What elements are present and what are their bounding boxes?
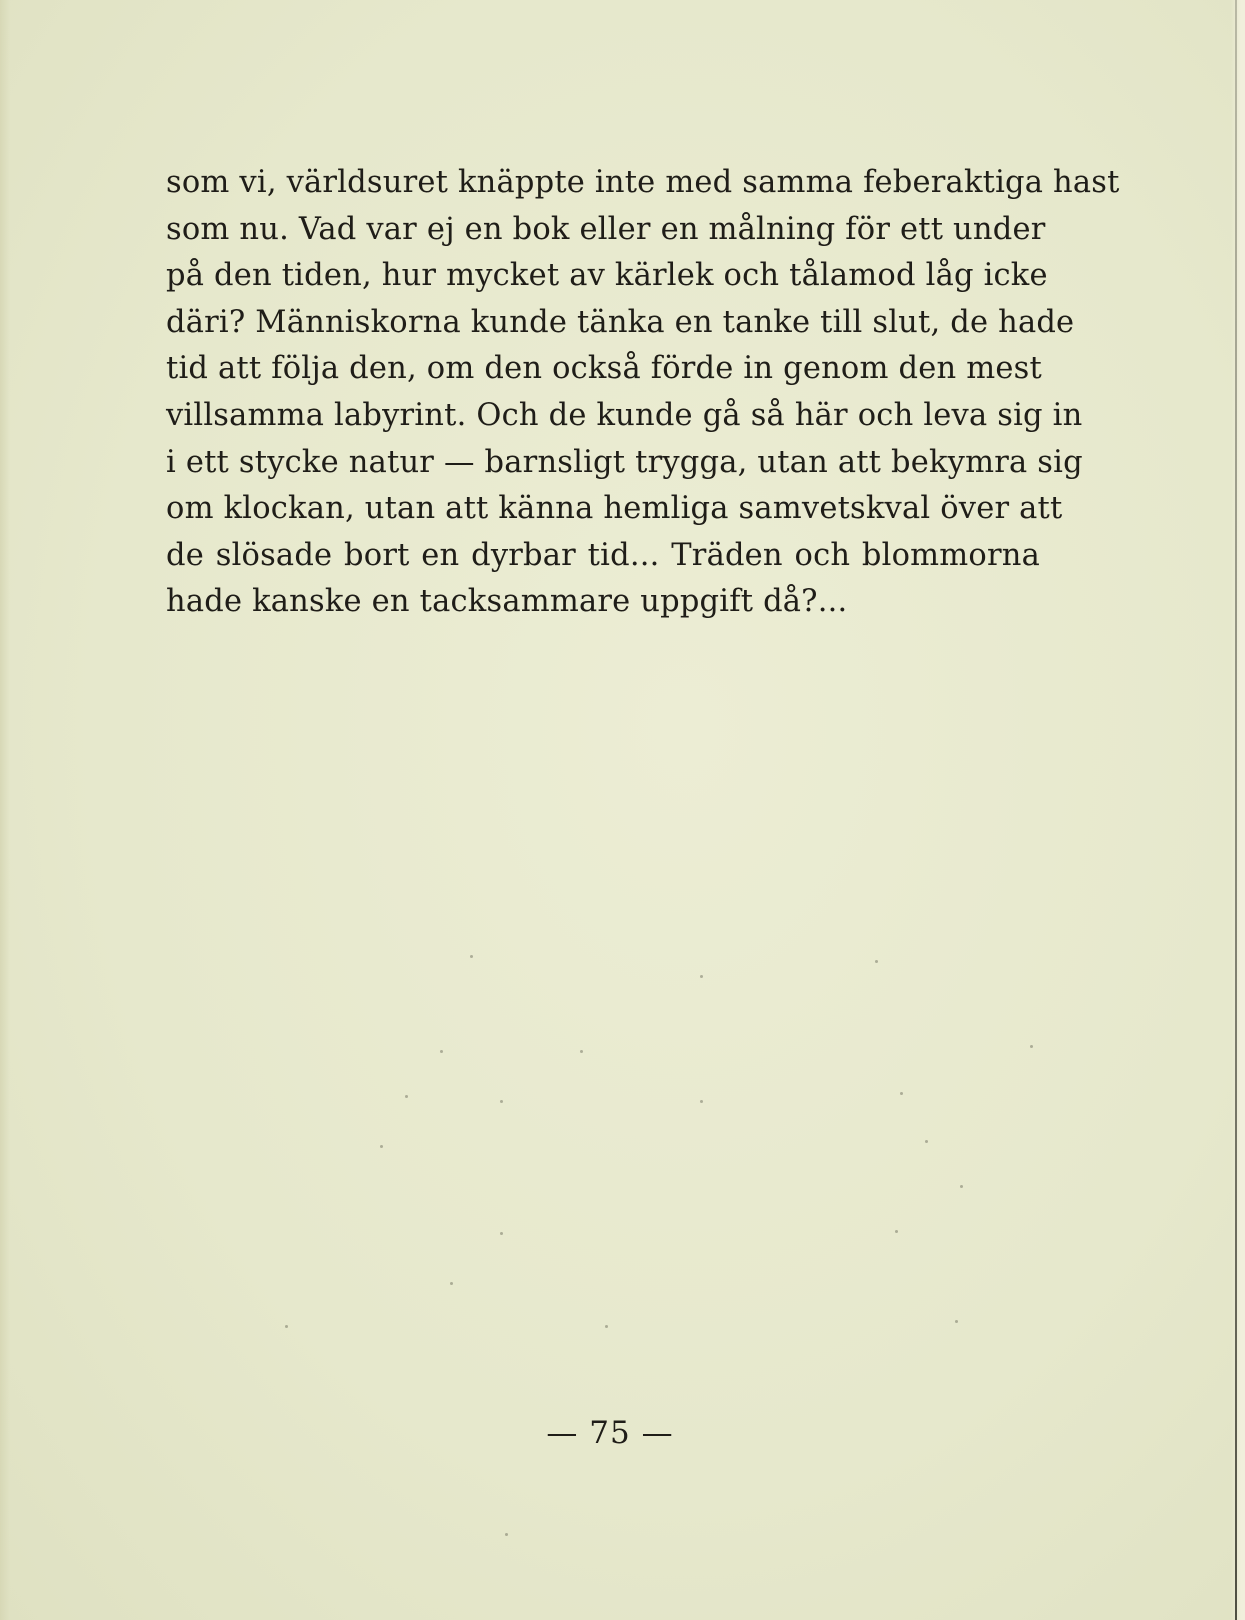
paper-speck (875, 960, 878, 963)
body-text (166, 160, 1120, 626)
text-line: de slösade bort en dyrbar tid... Träden och blommorna (166, 537, 1040, 573)
paper-speck (700, 1100, 703, 1103)
text-line: tid att följa den, om den också förde in genom den mest (166, 351, 1042, 387)
paper-speck (1030, 1045, 1033, 1048)
paper-speck (580, 1050, 583, 1053)
text-line: däri? Människorna kunde tänka en tanke till slut, de hade (166, 304, 1075, 340)
text-line: i ett stycke natur — barnsligt trygga, utan att bekymra sig (166, 444, 1083, 480)
text-line: som nu. Vad var ej en bok eller en målning för ett under (166, 211, 1046, 247)
paper-speck (450, 1282, 453, 1285)
paper-speck (500, 1232, 503, 1235)
paper-speck (605, 1325, 608, 1328)
paper-speck (500, 1100, 503, 1103)
text-line: hade kanske en tacksammare uppgift då?... (166, 584, 848, 620)
text-line: som vi, världsuret knäppte inte med samma feberaktiga hast (166, 165, 1120, 200)
paper-speck (925, 1140, 928, 1143)
paper-speck (900, 1092, 903, 1095)
paper-speck (285, 1325, 288, 1328)
paper-speck (505, 1533, 508, 1536)
paper-speck (960, 1185, 963, 1188)
paper-speck (440, 1050, 443, 1053)
paper-speck (955, 1320, 958, 1323)
text-line: på den tiden, hur mycket av kärlek och tålamod låg icke (166, 258, 1048, 294)
paper-speck (895, 1230, 898, 1233)
paper-speck (470, 955, 473, 958)
text-line: villsamma labyrint. Och de kunde gå så här och leva sig in (166, 397, 1083, 433)
paper-speck (380, 1145, 383, 1148)
paper-speck (405, 1095, 408, 1098)
page-left-edge (0, 0, 10, 1620)
page-right-edge (1231, 0, 1245, 1620)
page-number: — 75 — (546, 1415, 674, 1451)
page-binding-edge (1235, 0, 1237, 1620)
paper-speck (700, 975, 703, 978)
text-line: om klockan, utan att känna hemliga samvetskval över att (166, 491, 1063, 527)
